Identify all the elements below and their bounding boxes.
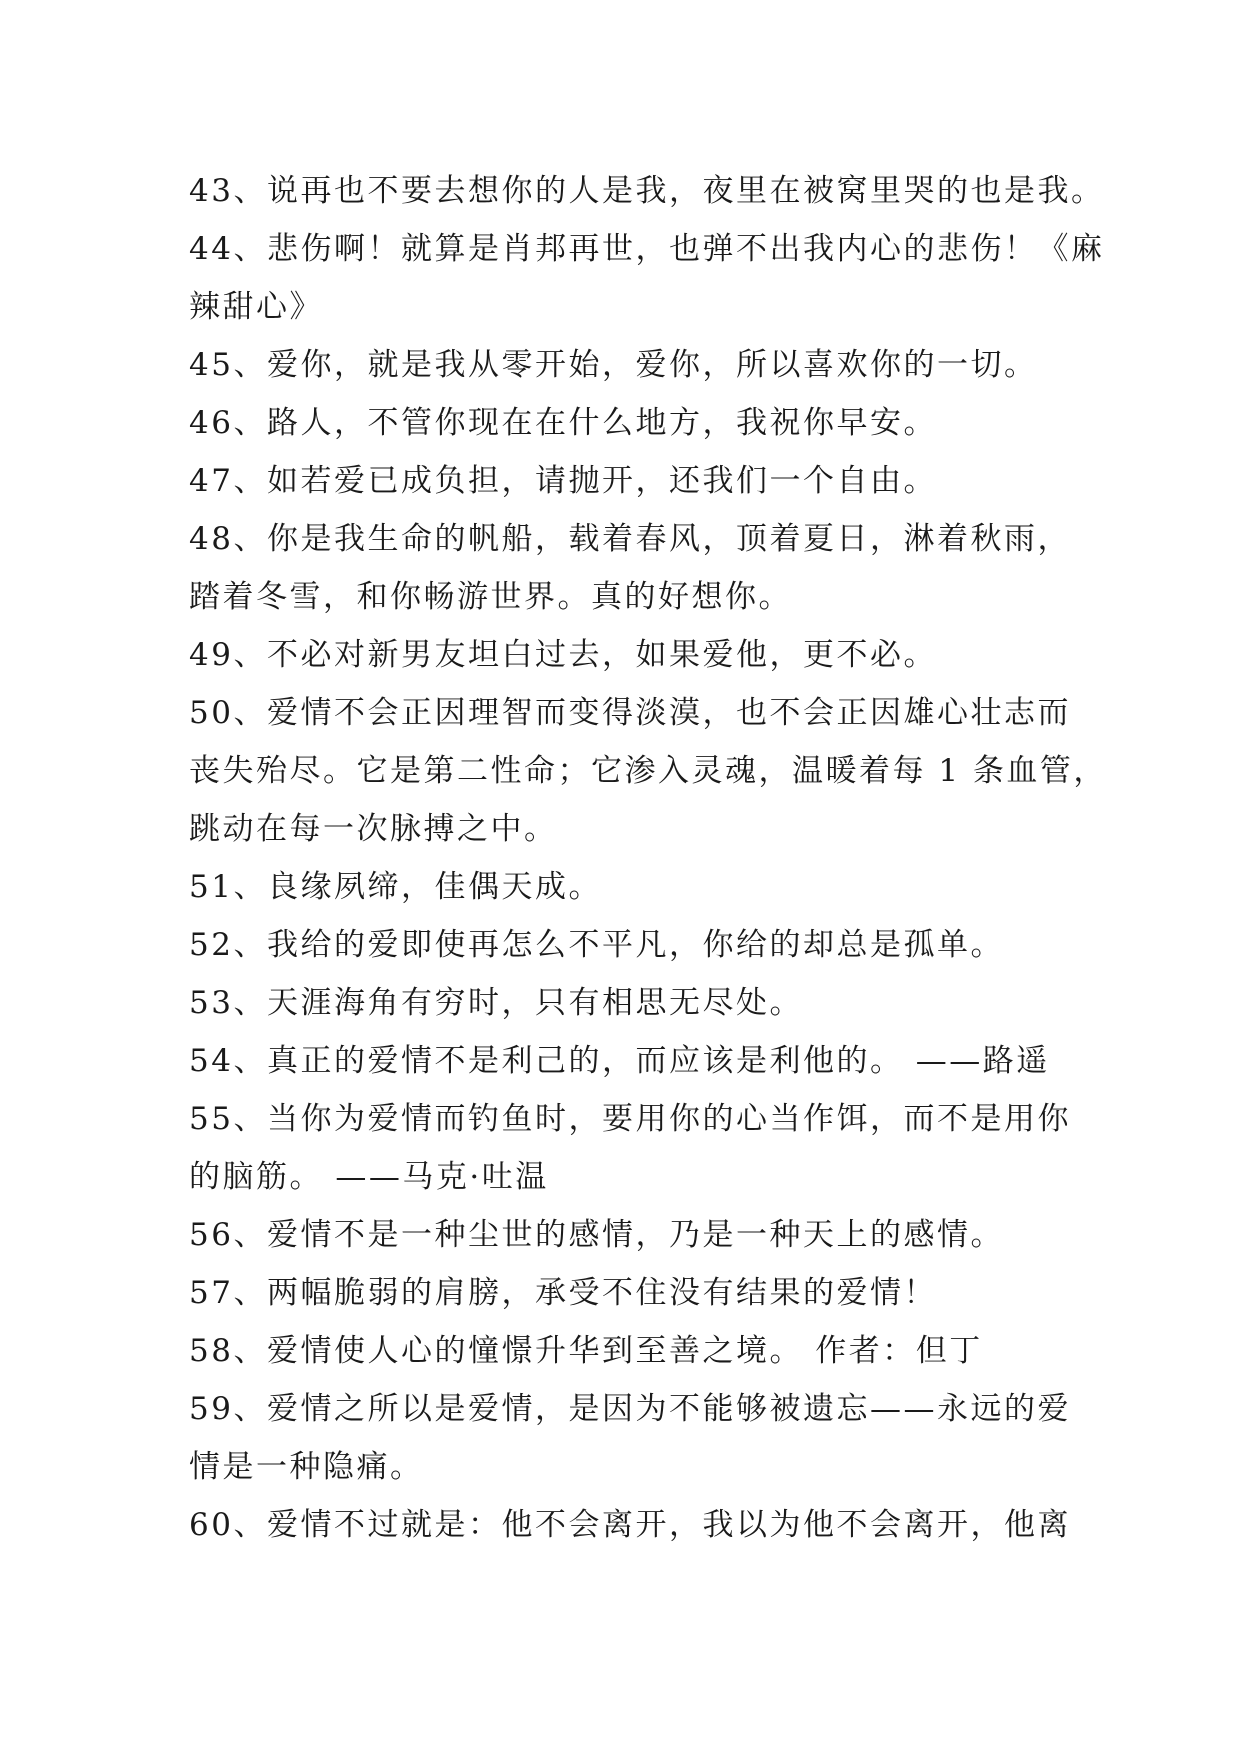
text-line: 47、如若爱已成负担，请抛开，还我们一个自由。 bbox=[189, 463, 937, 499]
text-line: 辣甜心》 bbox=[189, 289, 323, 325]
text-line: 51、良缘夙缔，佳偶天成。 bbox=[189, 869, 602, 905]
text-line: 48、你是我生命的帆船，载着春风，顶着夏日，淋着秋雨， bbox=[189, 521, 1071, 557]
text-line: 56、爱情不是一种尘世的感情，乃是一种天上的感情。 bbox=[189, 1217, 1004, 1253]
text-line: 53、天涯海角有穷时，只有相思无尽处。 bbox=[189, 985, 803, 1021]
text-line: 丧失殆尽。它是第二性命；它渗入灵魂，温暖着每 1 条血管， bbox=[189, 753, 1107, 789]
text-line: 跳动在每一次脉搏之中。 bbox=[189, 811, 558, 847]
text-line: 踏着冬雪，和你畅游世界。真的好想你。 bbox=[189, 579, 792, 615]
text-line: 45、爱你，就是我从零开始，爱你，所以喜欢你的一切。 bbox=[189, 347, 1038, 383]
document-body bbox=[189, 162, 1107, 1554]
text-line: 57、两幅脆弱的肩膀，承受不住没有结果的爱情！ bbox=[189, 1275, 937, 1311]
text-line: 44、悲伤啊！就算是肖邦再世，也弹不出我内心的悲伤！《麻 bbox=[189, 231, 1105, 267]
text-line: 43、说再也不要去想你的人是我，夜里在被窝里哭的也是我。 bbox=[189, 173, 1105, 209]
text-line: 49、不必对新男友坦白过去，如果爱他，更不必。 bbox=[189, 637, 937, 673]
text-line: 50、爱情不会正因理智而变得淡漠，也不会正因雄心壮志而 bbox=[189, 695, 1071, 731]
text-line: 54、真正的爱情不是利己的，而应该是利他的。 ——路遥 bbox=[189, 1043, 1050, 1079]
text-line: 60、爱情不过就是：他不会离开，我以为他不会离开，他离 bbox=[189, 1507, 1071, 1543]
text-line: 58、爱情使人心的憧憬升华到至善之境。 作者：但丁 bbox=[189, 1333, 983, 1369]
text-line: 52、我给的爱即使再怎么不平凡，你给的却总是孤单。 bbox=[189, 927, 1004, 963]
text-line: 55、当你为爱情而钓鱼时，要用你的心当作饵，而不是用你 bbox=[189, 1101, 1071, 1137]
text-line: 59、爱情之所以是爱情，是因为不能够被遗忘——永远的爱 bbox=[189, 1391, 1071, 1427]
text-line: 46、路人，不管你现在在什么地方，我祝你早安。 bbox=[189, 405, 937, 441]
text-line: 情是一种隐痛。 bbox=[189, 1449, 424, 1485]
text-line: 的脑筋。 ——马克·吐温 bbox=[189, 1159, 549, 1195]
